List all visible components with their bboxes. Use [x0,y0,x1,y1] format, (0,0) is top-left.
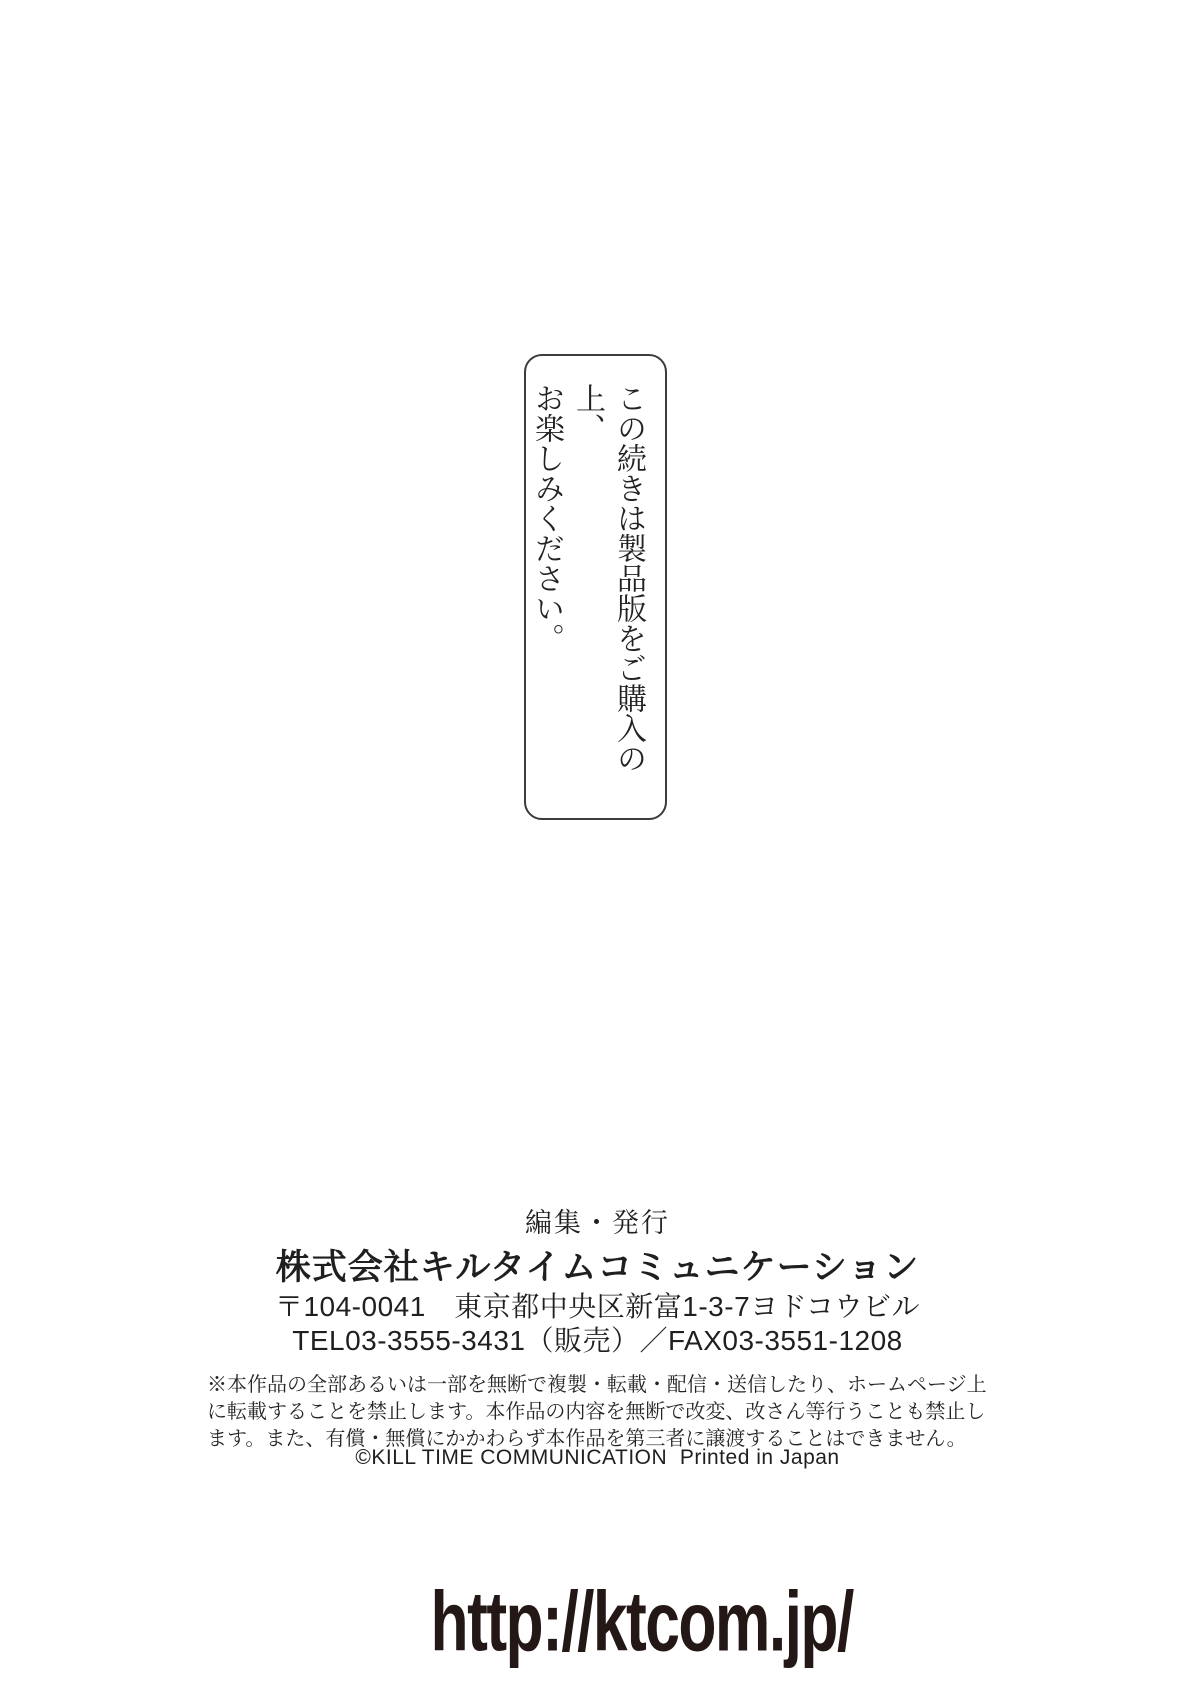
publisher-address: 〒104-0041 東京都中央区新富1-3-7ヨドコウビル [274,1291,921,1322]
publisher-phone-fax: TEL03-3555-3431（販売）／FAX03-3551-1208 [292,1325,903,1356]
publisher-website-url [0,1484,1195,1687]
continuation-notice-box [524,354,667,820]
copyright-line: ©KILL TIME COMMUNICATION Printed in Japan [355,1446,840,1469]
disclaimer-line-1: ※本作品の全部あるいは一部を無断で複製・転載・配信・送信したり、ホームページ上 [207,1374,987,1396]
notice-line-2: お楽しみください。 [529,383,564,653]
copyright-disclaimer [207,1372,993,1453]
publisher-website-url-text: http://ktcom.jp/ [430,1574,854,1669]
publisher-name: 株式会社キルタイムコミュニケーション [275,1248,920,1287]
continuation-notice-text [526,356,671,818]
editor-publisher-label: 編集・発行 [525,1208,670,1238]
notice-line-1: この続きは製品版をご購入の上、 [570,383,646,773]
disclaimer-line-3: ます。また、有償・無償にかかわらず本作品を第三者に譲渡することはできません。 [207,1428,967,1450]
disclaimer-line-2: に転載することを禁止します。本作品の内容を無断で改変、改さん等行うことも禁止し [207,1401,986,1423]
